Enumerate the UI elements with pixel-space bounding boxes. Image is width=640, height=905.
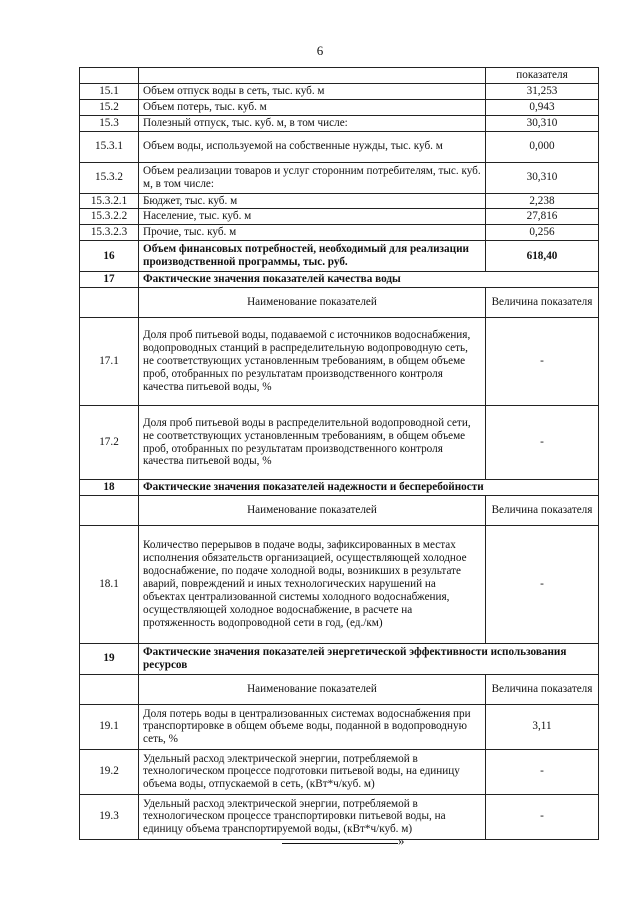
row-value: 0,000 bbox=[486, 131, 599, 162]
row-number: 15.3 bbox=[80, 115, 139, 131]
row-name: Доля проб питьевой воды, подаваемой с источников водоснабжения, водопроводных станций в распределительную водопроводную сеть, не соответствующих установленным требованиям, в общем объеме проб, отобранных по результатам производственного контроля качества питьевой воды, % bbox=[139, 318, 486, 406]
header-value: Величина показателя bbox=[486, 495, 599, 525]
header-value: Величина показателя bbox=[486, 288, 599, 318]
row-number: 15.1 bbox=[80, 83, 139, 99]
row-name: Прочие, тыс. куб. м bbox=[139, 225, 486, 241]
row-value: - bbox=[486, 318, 599, 406]
row-value: - bbox=[486, 406, 599, 480]
section-title: Фактические значения показателей надежности и бесперебойности bbox=[139, 480, 599, 496]
table-row bbox=[80, 525, 599, 643]
row-name: Объем реализации товаров и услуг сторонним потребителям, тыс. куб. м, в том числе: bbox=[139, 162, 486, 193]
section-number: 19 bbox=[80, 643, 139, 674]
table-row bbox=[80, 99, 599, 115]
table-row bbox=[80, 131, 599, 162]
header-name: Наименование показателей bbox=[139, 674, 486, 704]
row-value: 0,256 bbox=[486, 225, 599, 241]
row-name: Бюджет, тыс. куб. м bbox=[139, 193, 486, 209]
footer-signature-line bbox=[282, 843, 398, 844]
footer-closing-quote: » bbox=[398, 833, 405, 848]
row-value: 3,11 bbox=[486, 704, 599, 749]
row-number: 19.3 bbox=[80, 794, 139, 839]
table-continuation-header-row bbox=[80, 68, 599, 84]
num-cell bbox=[80, 68, 139, 84]
row-number: 16 bbox=[80, 241, 139, 272]
row-number: 15.3.2 bbox=[80, 162, 139, 193]
row-value: 2,238 bbox=[486, 193, 599, 209]
header-name: Наименование показателей bbox=[139, 288, 486, 318]
table-row bbox=[80, 225, 599, 241]
row-name: Доля проб питьевой воды в распределительной водопроводной сети, не соответствующих установленным требованиям, в общем объеме проб, отобранных по результатам производственного контроля качества питьевой воды, % bbox=[139, 406, 486, 480]
row-value: 30,310 bbox=[486, 162, 599, 193]
row-value: 618,40 bbox=[486, 241, 599, 272]
row-number: 15.3.2.2 bbox=[80, 209, 139, 225]
row-name: Объем финансовых потребностей, необходимый для реализации производственной программы, тыс. руб. bbox=[139, 241, 486, 272]
row-name: Объем потерь, тыс. куб. м bbox=[139, 99, 486, 115]
row-number: 17.2 bbox=[80, 406, 139, 480]
table-row bbox=[80, 406, 599, 480]
section-number: 17 bbox=[80, 272, 139, 288]
row-number: 18.1 bbox=[80, 525, 139, 643]
table-row bbox=[80, 162, 599, 193]
section-17-header-row bbox=[80, 288, 599, 318]
row-number: 17.1 bbox=[80, 318, 139, 406]
section-18-header-row bbox=[80, 495, 599, 525]
row-number: 15.2 bbox=[80, 99, 139, 115]
row-value: 31,253 bbox=[486, 83, 599, 99]
row-value: 27,816 bbox=[486, 209, 599, 225]
indicators-table bbox=[79, 67, 599, 840]
row-number: 15.3.1 bbox=[80, 131, 139, 162]
row-name: Объем отпуск воды в сеть, тыс. куб. м bbox=[139, 83, 486, 99]
table-row bbox=[80, 209, 599, 225]
table-row-bold bbox=[80, 241, 599, 272]
table-row bbox=[80, 318, 599, 406]
header-name: Наименование показателей bbox=[139, 495, 486, 525]
table-row bbox=[80, 794, 599, 839]
table-row bbox=[80, 115, 599, 131]
num-cell bbox=[80, 674, 139, 704]
row-name: Удельный расход электрической энергии, потребляемой в технологическом процессе подготовки питьевой воды, на единицу объема воды, отпускаемой в сеть, (кВт*ч/куб. м) bbox=[139, 749, 486, 794]
section-19-header-row bbox=[80, 674, 599, 704]
value-header-cell: показателя bbox=[486, 68, 599, 84]
row-value: 0,943 bbox=[486, 99, 599, 115]
section-title: Фактические значения показателей энергетической эффективности использования ресурсов bbox=[139, 643, 599, 674]
page-number: 6 bbox=[316, 43, 324, 58]
row-name: Полезный отпуск, тыс. куб. м, в том числе: bbox=[139, 115, 486, 131]
row-value: 30,310 bbox=[486, 115, 599, 131]
row-number: 15.3.2.1 bbox=[80, 193, 139, 209]
section-18-title-row bbox=[80, 480, 599, 496]
row-value: - bbox=[486, 525, 599, 643]
row-name: Население, тыс. куб. м bbox=[139, 209, 486, 225]
section-19-title-row bbox=[80, 643, 599, 674]
row-name: Удельный расход электрической энергии, потребляемой в технологическом процессе транспортировки питьевой воды, на единицу объема транспортируемой воды, (кВт*ч/куб. м) bbox=[139, 794, 486, 839]
row-number: 19.1 bbox=[80, 704, 139, 749]
table-row bbox=[80, 704, 599, 749]
row-value: - bbox=[486, 749, 599, 794]
section-title: Фактические значения показателей качества воды bbox=[139, 272, 599, 288]
table-row bbox=[80, 749, 599, 794]
row-name: Объем воды, используемой на собственные нужды, тыс. куб. м bbox=[139, 131, 486, 162]
row-name: Количество перерывов в подаче воды, зафиксированных в местах исполнения обязательств организацией, осуществляющей холодное водоснабжение, по подаче холодной воды, возникших в результате аварий, повреждений и иных технологических нарушений на объектах централизованной системы холодного водоснабжения, осуществляющей холодное водоснабжение, в расчете на протяженность водопроводной сети в год, (ед./км) bbox=[139, 525, 486, 643]
name-cell bbox=[139, 68, 486, 84]
section-number: 18 bbox=[80, 480, 139, 496]
num-cell bbox=[80, 288, 139, 318]
row-value: - bbox=[486, 794, 599, 839]
table-row bbox=[80, 193, 599, 209]
table-row bbox=[80, 83, 599, 99]
row-number: 19.2 bbox=[80, 749, 139, 794]
header-value: Величина показателя bbox=[486, 674, 599, 704]
num-cell bbox=[80, 495, 139, 525]
row-name: Доля потерь воды в централизованных системах водоснабжения при транспортировке в общем объеме воды, поданной в водопроводную сеть, % bbox=[139, 704, 486, 749]
section-17-title-row bbox=[80, 272, 599, 288]
row-number: 15.3.2.3 bbox=[80, 225, 139, 241]
